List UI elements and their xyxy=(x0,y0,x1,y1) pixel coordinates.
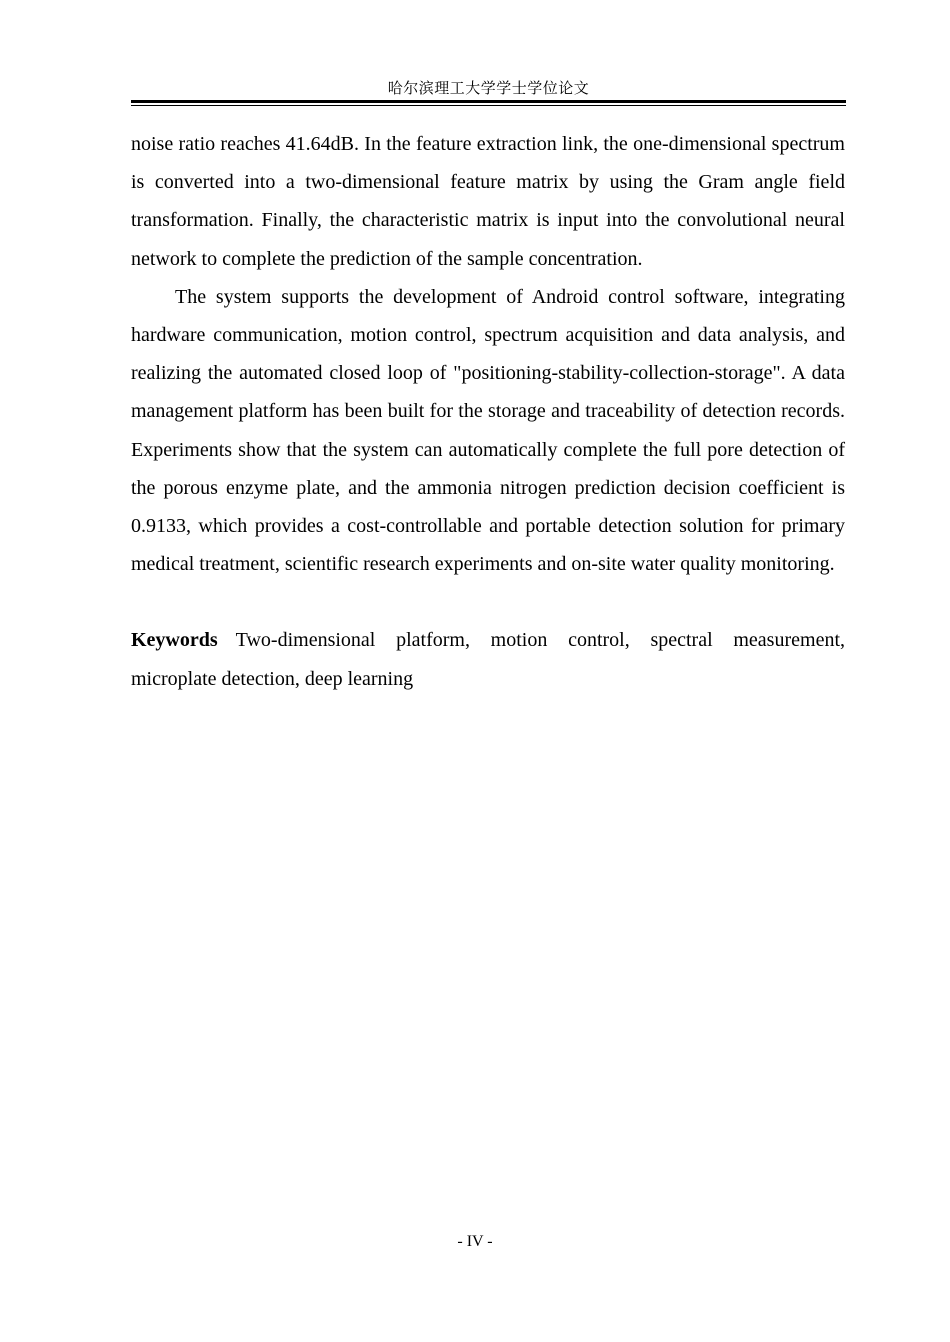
abstract-paragraph-2: The system supports the development of Android control software, integrating hardware communication, motion control, spectrum acquisition and data analysis, and realizing the automated closed loop of "positioning-stability-collection-storage". A data management platform has been built for the storage and traceability of detection records. Experiments show that the system can automatically complete the full pore detection of the porous enzyme plate, and the ammonia nitrogen prediction decision coefficient is 0.9133, which provides a cost-controllable and portable detection solution for primary medical treatment, scientific research experiments and on-site water quality monitoring. xyxy=(131,285,845,576)
keywords-label: Keywords xyxy=(131,629,218,652)
keywords-text: Two-dimensional platform, motion control, spectral measurement, microplate detection, deep learning xyxy=(131,629,845,690)
abstract-paragraph-1: noise ratio reaches 41.64dB. In the feature extraction link, the one-dimensional spectrum is converted into a two-dimensional feature matrix by using the Gram angle field transformation. Finally, the characteristic matrix is input into the convolutional neural network to complete the prediction of the sample concentration. xyxy=(131,133,845,270)
page-header-title: 哈尔滨理工大学学士学位论文 xyxy=(387,79,590,97)
header-rule-thin xyxy=(131,105,846,106)
keywords-line xyxy=(131,621,845,697)
abstract-body xyxy=(131,125,845,698)
header-rule-thick xyxy=(131,100,846,103)
page-number: - IV - xyxy=(457,1233,493,1250)
